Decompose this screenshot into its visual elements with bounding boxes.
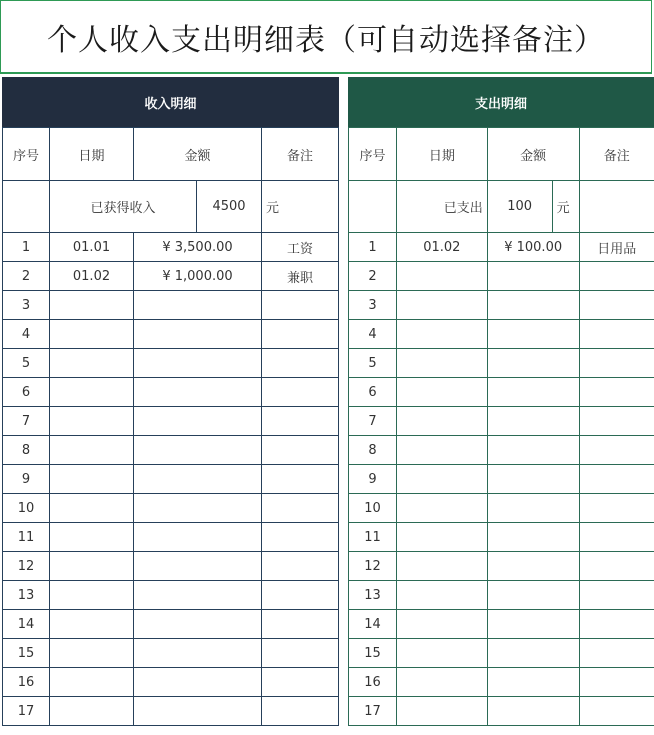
cell-amount[interactable] (134, 494, 262, 523)
cell-date[interactable] (396, 378, 487, 407)
cell-amount[interactable] (134, 291, 262, 320)
cell-no: 11 (3, 523, 50, 552)
expense-table-row (349, 436, 654, 465)
cell-date[interactable] (50, 610, 134, 639)
cell-date[interactable] (396, 320, 487, 349)
column-header-note: 备注 (262, 128, 339, 181)
expense-table-row (349, 581, 654, 610)
cell-no: 14 (349, 610, 397, 639)
cell-no: 12 (349, 552, 397, 581)
cell-no: 16 (349, 668, 397, 697)
cell-note[interactable] (262, 291, 339, 320)
cell-date[interactable] (396, 349, 487, 378)
cell-no: 1 (349, 233, 397, 262)
cell-note[interactable]: 日用品 (579, 233, 654, 262)
cell-date[interactable] (396, 291, 487, 320)
cell-note[interactable] (262, 697, 339, 726)
income-table-row (3, 494, 339, 523)
cell-no: 15 (3, 639, 50, 668)
income-table-row (3, 291, 339, 320)
cell-amount[interactable]: ¥ 3,500.00 (134, 233, 262, 262)
column-header-no: 序号 (349, 128, 397, 181)
cell-amount[interactable] (134, 552, 262, 581)
cell-date[interactable] (396, 610, 487, 639)
expense-table-row (349, 349, 654, 378)
income-table-row (3, 639, 339, 668)
expense-summary-row (349, 181, 654, 233)
cell-amount[interactable] (487, 407, 579, 436)
cell-amount[interactable] (487, 291, 579, 320)
cell-note[interactable] (262, 494, 339, 523)
cell-date[interactable] (50, 552, 134, 581)
cell-note[interactable] (579, 349, 654, 378)
cell-note[interactable] (262, 552, 339, 581)
expense-table (348, 127, 654, 726)
cell-no: 9 (3, 465, 50, 494)
cell-no: 10 (3, 494, 50, 523)
income-table-row (3, 436, 339, 465)
cell-date[interactable]: 01.02 (50, 262, 134, 291)
income-table (2, 127, 339, 726)
expense-table-row (349, 378, 654, 407)
page-title: 个人收入支出明细表（可自动选择备注） (47, 22, 605, 58)
summary-blank-cell (349, 181, 397, 233)
cell-no: 3 (3, 291, 50, 320)
income-table-row (3, 697, 339, 726)
income-summary-row (3, 181, 339, 233)
cell-note[interactable]: 工资 (262, 233, 339, 262)
income-summary-label: 已获得收入 (50, 181, 197, 233)
income-table-row (3, 320, 339, 349)
cell-date[interactable] (50, 320, 134, 349)
cell-amount[interactable] (134, 349, 262, 378)
income-table-row (3, 610, 339, 639)
cell-no: 5 (349, 349, 397, 378)
column-header-amount: 金额 (487, 128, 579, 181)
cell-no: 15 (349, 639, 397, 668)
cell-amount[interactable] (487, 697, 579, 726)
cell-note[interactable] (262, 436, 339, 465)
cell-note[interactable] (579, 291, 654, 320)
cell-date[interactable] (50, 378, 134, 407)
cell-date[interactable] (50, 581, 134, 610)
cell-note[interactable] (262, 581, 339, 610)
cell-amount[interactable] (487, 494, 579, 523)
cell-note[interactable] (262, 320, 339, 349)
cell-no: 1 (3, 233, 50, 262)
cell-note[interactable] (579, 378, 654, 407)
cell-amount[interactable] (487, 523, 579, 552)
column-header-note: 备注 (579, 128, 654, 181)
cell-date[interactable]: 01.02 (396, 233, 487, 262)
cell-no: 11 (349, 523, 397, 552)
cell-date[interactable] (50, 291, 134, 320)
income-column-header-row (3, 128, 339, 181)
cell-date[interactable] (396, 697, 487, 726)
cell-date[interactable] (50, 668, 134, 697)
cell-date[interactable] (396, 552, 487, 581)
cell-note[interactable] (579, 581, 654, 610)
cell-no: 2 (3, 262, 50, 291)
cell-note[interactable] (579, 610, 654, 639)
cell-amount[interactable] (487, 378, 579, 407)
income-header: 收入明细 (2, 77, 339, 127)
cell-amount[interactable] (487, 436, 579, 465)
expense-table-row (349, 262, 654, 291)
cell-note[interactable]: 兼职 (262, 262, 339, 291)
expense-table-row (349, 291, 654, 320)
cell-note[interactable] (262, 668, 339, 697)
income-table-row (3, 378, 339, 407)
cell-note[interactable] (262, 465, 339, 494)
cell-date[interactable] (396, 262, 487, 291)
cell-note[interactable] (262, 378, 339, 407)
income-table-row (3, 262, 339, 291)
cell-date[interactable] (50, 407, 134, 436)
cell-date[interactable] (50, 436, 134, 465)
income-panel (2, 77, 339, 726)
column-header-date: 日期 (396, 128, 487, 181)
cell-amount[interactable] (134, 436, 262, 465)
cell-no: 16 (3, 668, 50, 697)
cell-amount[interactable] (134, 610, 262, 639)
cell-amount[interactable] (134, 320, 262, 349)
cell-amount[interactable]: ¥ 1,000.00 (134, 262, 262, 291)
cell-note[interactable] (262, 610, 339, 639)
cell-amount[interactable] (134, 523, 262, 552)
cell-note[interactable] (579, 494, 654, 523)
cell-note[interactable] (579, 465, 654, 494)
cell-amount[interactable] (487, 465, 579, 494)
cell-no: 17 (349, 697, 397, 726)
cell-date[interactable] (396, 465, 487, 494)
expense-column-header-row (349, 128, 654, 181)
income-table-row (3, 581, 339, 610)
cell-date[interactable] (50, 697, 134, 726)
cell-date[interactable] (50, 465, 134, 494)
income-table-row (3, 523, 339, 552)
cell-amount[interactable] (134, 407, 262, 436)
cell-no: 6 (349, 378, 397, 407)
expense-summary-value[interactable]: 100 (487, 181, 552, 233)
expense-header: 支出明细 (348, 77, 654, 127)
cell-amount[interactable] (134, 697, 262, 726)
cell-no: 4 (349, 320, 397, 349)
cell-no: 13 (349, 581, 397, 610)
column-header-no: 序号 (3, 128, 50, 181)
cell-note[interactable] (262, 523, 339, 552)
cell-date[interactable] (50, 523, 134, 552)
cell-date[interactable] (396, 436, 487, 465)
cell-amount[interactable] (134, 378, 262, 407)
cell-note[interactable] (579, 436, 654, 465)
summary-blank-cell (579, 181, 654, 233)
column-header-date: 日期 (50, 128, 134, 181)
income-table-row (3, 552, 339, 581)
cell-date[interactable] (396, 494, 487, 523)
income-table-row (3, 349, 339, 378)
income-table-row (3, 233, 339, 262)
cell-amount[interactable] (134, 581, 262, 610)
cell-no: 12 (3, 552, 50, 581)
cell-amount[interactable] (487, 610, 579, 639)
income-summary-unit: 元 (262, 181, 339, 233)
income-summary-value[interactable]: 4500 (197, 181, 262, 233)
cell-no: 4 (3, 320, 50, 349)
cell-amount[interactable] (487, 581, 579, 610)
cell-note[interactable] (579, 552, 654, 581)
cell-note[interactable] (262, 349, 339, 378)
cell-no: 13 (3, 581, 50, 610)
cell-no: 8 (3, 436, 50, 465)
expense-table-row (349, 407, 654, 436)
cell-date[interactable]: 01.01 (50, 233, 134, 262)
expense-panel (348, 77, 654, 726)
expense-table-row (349, 552, 654, 581)
expense-table-row (349, 639, 654, 668)
cell-date[interactable] (396, 639, 487, 668)
expense-table-row (349, 523, 654, 552)
cell-no: 14 (3, 610, 50, 639)
cell-no: 8 (349, 436, 397, 465)
expense-summary-label: 已支出 (396, 181, 487, 233)
cell-note[interactable] (579, 639, 654, 668)
expense-table-row (349, 233, 654, 262)
cell-date[interactable] (396, 407, 487, 436)
income-table-row (3, 668, 339, 697)
cell-amount[interactable] (487, 552, 579, 581)
expense-summary-unit: 元 (552, 181, 579, 233)
cell-note[interactable] (579, 523, 654, 552)
cell-date[interactable] (50, 494, 134, 523)
cell-no: 10 (349, 494, 397, 523)
cell-date[interactable] (396, 523, 487, 552)
cell-note[interactable] (579, 320, 654, 349)
expense-table-row (349, 494, 654, 523)
cell-note[interactable] (262, 407, 339, 436)
expense-table-row (349, 697, 654, 726)
cell-no: 17 (3, 697, 50, 726)
cell-amount[interactable] (134, 639, 262, 668)
title-box (0, 0, 652, 74)
cell-amount[interactable]: ¥ 100.00 (487, 233, 579, 262)
cell-no: 3 (349, 291, 397, 320)
cell-no: 2 (349, 262, 397, 291)
cell-note[interactable] (579, 407, 654, 436)
cell-amount[interactable] (487, 262, 579, 291)
expense-table-row (349, 610, 654, 639)
cell-no: 6 (3, 378, 50, 407)
cell-date[interactable] (396, 668, 487, 697)
column-header-amount: 金额 (134, 128, 262, 181)
cell-amount[interactable] (487, 668, 579, 697)
cell-date[interactable] (50, 349, 134, 378)
cell-no: 9 (349, 465, 397, 494)
cell-date[interactable] (396, 581, 487, 610)
expense-table-row (349, 668, 654, 697)
cell-no: 7 (3, 407, 50, 436)
expense-table-row (349, 465, 654, 494)
cell-note[interactable] (579, 262, 654, 291)
income-table-row (3, 407, 339, 436)
cell-no: 7 (349, 407, 397, 436)
cell-amount[interactable] (134, 465, 262, 494)
cell-amount[interactable] (487, 320, 579, 349)
cell-no: 5 (3, 349, 50, 378)
summary-blank-cell (3, 181, 50, 233)
cell-amount[interactable] (487, 349, 579, 378)
income-table-row (3, 465, 339, 494)
cell-note[interactable] (579, 668, 654, 697)
cell-date[interactable] (50, 639, 134, 668)
cell-amount[interactable] (134, 668, 262, 697)
cell-note[interactable] (579, 697, 654, 726)
cell-amount[interactable] (487, 639, 579, 668)
expense-table-row (349, 320, 654, 349)
cell-note[interactable] (262, 639, 339, 668)
